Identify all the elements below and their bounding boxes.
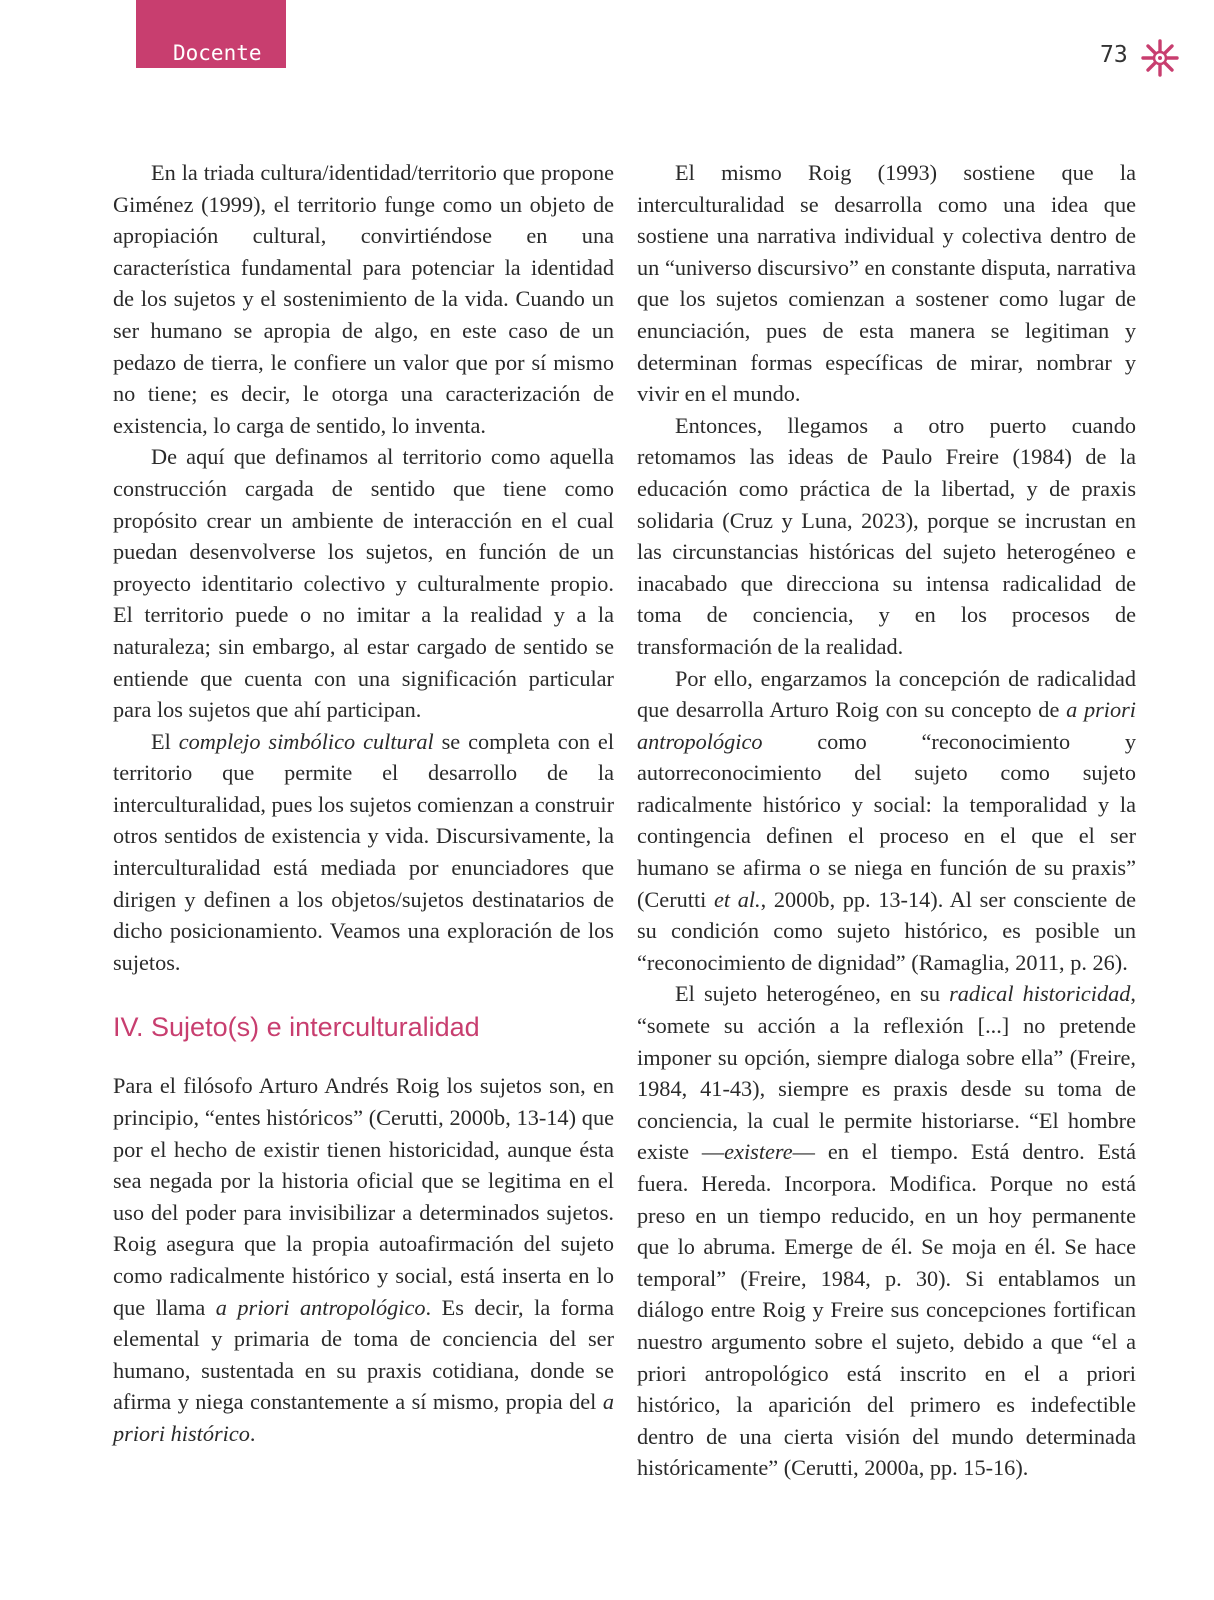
text-run: . <box>249 1420 256 1446</box>
asterisk-flower-icon <box>1140 38 1180 78</box>
paragraph <box>637 978 1136 1484</box>
section-tab <box>136 0 286 68</box>
emphasis: et al. <box>713 886 761 912</box>
paragraph: Entonces, llegamos a otro puerto cuando retomamos las ideas de Paulo Freire (1984) de la educación como práctica de la libertad, y de praxis solidaria (Cruz y Luna, 2023), porque se incrustan en las circunstancias históricas del sujeto heterogéneo e inacabado que direcciona su intensa radicalidad de toma de conciencia, y en los procesos de transformación de la realidad. <box>637 412 1136 659</box>
emphasis: existere <box>724 1139 793 1165</box>
text-run: , “somete su acción a la reflexión [...] no pretende imponer su opción, siempre dialoga sobre ella” (Freire, 1984, 41-43), siempre es praxis desde su toma de conciencia, la cual le permite historiarse. “El hombre existe — <box>637 981 1136 1165</box>
emphasis: a priori antropológico <box>215 1294 426 1320</box>
section-label: Docente <box>173 41 262 65</box>
paragraph: De aquí que definamos al territorio como aquella construcción cargada de sentido que tiene como propósito crear un ambiente de interacción en el cual puedan desenvolverse los sujetos, en función de un proyecto identitario colectivo y culturalmente propio. El territorio puede o no imitar a la realidad y a la naturaleza; sin embargo, al estar cargado de sentido se entiende que cuenta con una significación particular para los sujetos que ahí participan. <box>113 444 614 723</box>
emphasis: complejo simbólico cultural <box>178 728 434 754</box>
text-run: El sujeto heterogéneo, en su <box>675 981 950 1007</box>
text-run: , 2000b, pp. 13-14). Al ser consciente de su condición como sujeto histórico, es posible un “reconocimiento de dignidad” (Ramaglia, 2011, p. 26). <box>637 886 1136 975</box>
paragraph <box>113 1070 614 1449</box>
text-run: El <box>151 728 179 754</box>
emphasis: a priori antropológico <box>637 697 1136 754</box>
left-column <box>113 157 614 1450</box>
page-number: 73 <box>1100 42 1128 68</box>
text-run: Por ello, engarzamos la concepción de radicalidad que desarrolla Arturo Roig con su concepto de <box>637 665 1136 723</box>
emphasis: radical historicidad <box>949 981 1131 1007</box>
paragraph <box>113 726 614 979</box>
section-heading: IV. Sujeto(s) e interculturalidad <box>113 1012 480 1043</box>
text-run: como “reconocimiento y autorreconocimiento del sujeto como sujeto radicalmente histórico y social: la temporalidad y la contingencia definen el proceso en el que el ser humano se afirma o se niega en función de su praxis” (Cerutti <box>637 728 1136 912</box>
text-run: Para el filósofo Arturo Andrés Roig los sujetos son, en principio, “entes históricos” (Cerutti, 2000b, 13-14) que por el hecho de existir tienen historicidad, aunque ésta sea negada por la historia oficial que se legitima en el uso del poder para invisibilizar a determinados sujetos. Roig asegura que la propia autoafirmación del sujeto como radicalmente histórico y social, está inserta en lo que llama <box>113 1073 614 1320</box>
emphasis: a priori histórico <box>113 1389 614 1446</box>
text-run: se completa con el territorio que permite el desarrollo de la interculturalidad, pues los sujetos comienzan a construir otros sentidos de existencia y vida. Discursivamente, la interculturalidad está mediada por enunciadores que dirigen y definen a los objetos/sujetos destinatarios de dicho posicionamiento. Veamos una exploración de los sujetos. <box>113 728 615 975</box>
paragraph: En la triada cultura/identidad/territorio que propone Giménez (1999), el territorio funge como un objeto de apropiación cultural, convirtiéndose en una característica fundamental para potenciar la identidad de los sujetos y el sostenimiento de la vida. Cuando un ser humano se apropia de algo, en este caso de un pedazo de tierra, le confiere un valor que por sí mismo no tiene; es decir, le otorga una caracterización de existencia, lo carga de sentido, lo inventa. <box>113 160 614 438</box>
right-column <box>637 157 1136 1484</box>
paragraph: El mismo Roig (1993) sostiene que la interculturalidad se desarrolla como una idea que sostiene una narrativa individual y colectiva dentro de un “universo discursivo” en constante disputa, narrativa que los sujetos comienzan a sostener como lugar de enunciación, pues de esta manera se legitiman y determinan formas específicas de mirar, nombrar y vivir en el mundo. <box>637 160 1136 407</box>
text-run: — en el tiempo. Está dentro. Está fuera. Hereda. Incorpora. Modifica. Porque no está preso en un tiempo reducido, en un hoy permanente que lo abruma. Emerge de él. Se moja en él. Se hace temporal” (Freire, 1984, p. 30). Si entablamos un diálogo entre Roig y Freire sus concepciones fortifican nuestro argumento sobre el sujeto, debido a que “el a priori antropológico está inscrito en el a priori histórico, la aparición del primero es indefectible dentro de una cierta visión del mundo determinada históricamente” (Cerutti, 2000a, pp. 15-16). <box>637 1139 1136 1481</box>
text-run: . Es decir, la forma elemental y primaria de toma de conciencia del ser humano, sustentada en su praxis cotidiana, donde se afirma y niega constantemente a sí mismo, propia del <box>113 1294 614 1415</box>
paragraph <box>637 663 1136 979</box>
